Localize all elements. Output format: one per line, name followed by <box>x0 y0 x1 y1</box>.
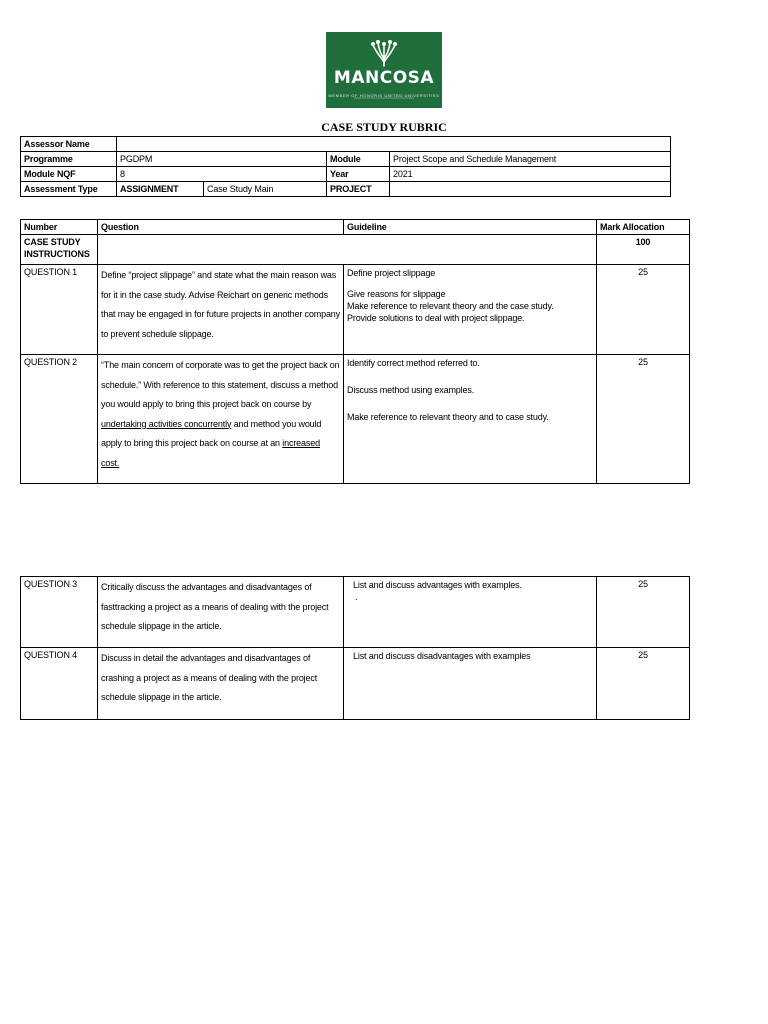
year-value: 2021 <box>390 167 671 182</box>
question-3-guideline-1: List and discuss advantages with examples. <box>353 580 522 590</box>
instructions-marks: 100 <box>597 235 690 265</box>
question-4-guideline <box>344 648 597 720</box>
question-1-guideline-2: Give reasons for slippage <box>347 289 446 299</box>
info-row-assessor <box>21 137 671 152</box>
logo-wordmark: MANCOSA <box>333 68 435 88</box>
instructions-content <box>98 235 597 265</box>
nqf-value: 8 <box>117 167 327 182</box>
question-2-row <box>21 355 690 484</box>
assessment-type-detail: Case Study Main <box>204 182 327 197</box>
question-2-marks: 25 <box>597 355 690 484</box>
assessor-name-value <box>117 137 671 152</box>
header-question: Question <box>98 220 344 235</box>
instructions-label-line1: CASE STUDY <box>24 237 81 247</box>
question-2-guideline <box>344 355 597 484</box>
programme-label: Programme <box>21 152 117 167</box>
question-3-guideline-2: . <box>355 592 358 602</box>
question-3-marks: 25 <box>597 577 690 648</box>
info-row-programme <box>21 152 671 167</box>
question-1-row <box>21 265 690 355</box>
question-2-text-underline1: undertaking activities concurrently <box>101 418 232 429</box>
mancosa-logo <box>326 32 442 108</box>
question-4-row <box>21 648 690 720</box>
nqf-label: Module NQF <box>21 167 117 182</box>
question-2-guideline-1: Identify correct method referred to. <box>347 358 480 368</box>
question-1-number: QUESTION 1 <box>21 265 98 355</box>
project-label: PROJECT <box>327 182 390 197</box>
question-2-guideline-3: Make reference to relevant theory and to case study. <box>347 412 549 422</box>
rubric-table <box>20 219 690 484</box>
question-3-number: QUESTION 3 <box>21 577 98 648</box>
question-2-text-part1: “The main concern of corporate was to get the project back on schedule.” With reference to this statement, discuss a method you would apply to bring this project back on course by <box>101 360 340 409</box>
instructions-row <box>21 235 690 265</box>
question-2-text <box>98 355 344 484</box>
rubric-header-row <box>21 220 690 235</box>
programme-value: PGDPM <box>117 152 327 167</box>
assessment-info-table <box>20 136 671 197</box>
question-1-guideline <box>344 265 597 355</box>
assessor-name-label: Assessor Name <box>21 137 117 152</box>
header-number: Number <box>21 220 98 235</box>
question-2-number: QUESTION 2 <box>21 355 98 484</box>
header-marks: Mark Allocation <box>597 220 690 235</box>
question-1-marks: 25 <box>597 265 690 355</box>
year-label: Year <box>327 167 390 182</box>
rubric-table-continued <box>20 576 690 720</box>
question-4-marks: 25 <box>597 648 690 720</box>
question-3-row <box>21 577 690 648</box>
instructions-label <box>21 235 98 265</box>
project-value <box>390 182 671 197</box>
logo-tagline: MEMBER OF HONORIS UNITED UNIVERSITIES <box>328 93 440 98</box>
question-3-guideline <box>344 577 597 648</box>
question-2-text-part2: and method you would apply to bring this project back on course at an <box>101 418 322 448</box>
info-row-type <box>21 182 671 197</box>
question-4-guideline-1: List and discuss disadvantages with examples <box>353 651 531 661</box>
page-title: CASE STUDY RUBRIC <box>321 120 447 134</box>
info-row-nqf <box>21 167 671 182</box>
question-2-text-underline2: increased cost. <box>101 438 320 468</box>
module-label: Module <box>327 152 390 167</box>
assessment-type-label: Assessment Type <box>21 182 117 197</box>
question-3-text: Critically discuss the advantages and disadvantages of fasttracking a project as a means of dealing with the project schedule slippage in the article. <box>98 577 344 648</box>
question-4-number: QUESTION 4 <box>21 648 98 720</box>
question-1-text: Define “project slippage” and state what the main reason was for it in the case study. Advise Reichart on generic methods that may be engaged in for future projects in another company to prevent schedule slippage. <box>98 265 344 355</box>
question-1-guideline-3: Make reference to relevant theory and the case study. <box>347 301 554 311</box>
question-2-guideline-2: Discuss method using examples. <box>347 385 475 395</box>
assessment-type-value: ASSIGNMENT <box>117 182 204 197</box>
question-4-text: Discuss in detail the advantages and disadvantages of crashing a project as a means of dealing with the project schedule slippage in the article. <box>98 648 344 720</box>
header-guideline: Guideline <box>344 220 597 235</box>
question-1-guideline-1: Define project slippage <box>347 268 436 278</box>
question-1-guideline-4: Provide solutions to deal with project slippage. <box>347 313 525 323</box>
instructions-label-line2: INSTRUCTIONS <box>24 249 90 259</box>
module-value: Project Scope and Schedule Management <box>390 152 671 167</box>
